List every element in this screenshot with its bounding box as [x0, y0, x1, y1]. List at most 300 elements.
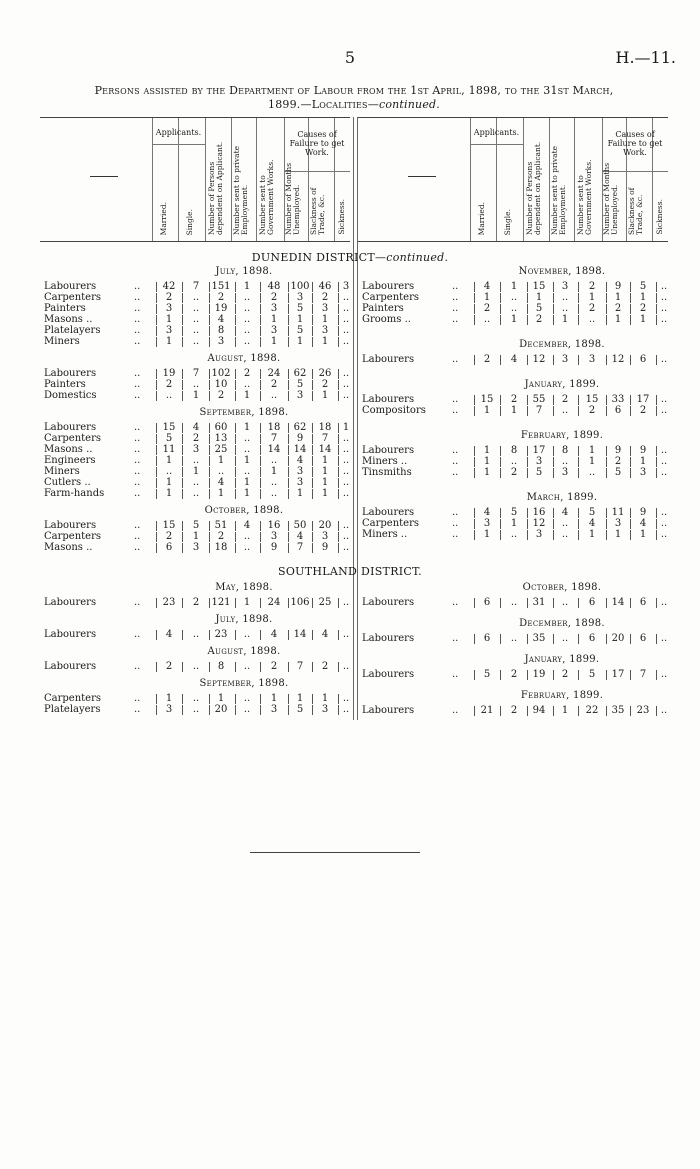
value-cell: 2 — [535, 314, 543, 325]
value-cell: 1 — [270, 314, 278, 325]
value-cell: 5 — [296, 379, 304, 390]
value-cell: 2 — [192, 597, 200, 608]
cell-rule — [182, 380, 183, 390]
value-cell: 151 — [211, 281, 231, 292]
cell-rule — [474, 519, 475, 529]
occupation-label: Labourers — [362, 354, 415, 365]
leader-dots: .. — [134, 281, 141, 292]
value-cell: 15 — [585, 394, 599, 405]
occupation-label: Labourers — [362, 705, 415, 716]
value-cell: 18 — [214, 542, 228, 553]
cell-rule — [312, 326, 313, 336]
value-cell: 2 — [165, 379, 173, 390]
value-cell: 1 — [535, 292, 543, 303]
cell-rule — [288, 543, 289, 553]
table-row — [362, 354, 674, 365]
cell-rule — [553, 304, 554, 314]
cell-rule — [606, 315, 607, 325]
cell-rule — [312, 282, 313, 292]
value-cell: 3 — [321, 531, 329, 542]
cell-rule — [474, 457, 475, 467]
cell-rule — [288, 662, 289, 672]
cell-rule — [474, 315, 475, 325]
value-cell: 9 — [614, 281, 622, 292]
month-heading: September, 1898. — [199, 678, 289, 689]
value-cell: 6 — [165, 542, 173, 553]
value-cell: 6 — [639, 597, 647, 608]
leader-dots: .. — [452, 467, 459, 478]
cell-rule — [553, 519, 554, 529]
value-cell: 4 — [639, 518, 647, 529]
cell-rule — [288, 282, 289, 292]
value-cell: .. — [660, 303, 668, 314]
cell-rule — [182, 282, 183, 292]
value-cell: .. — [192, 704, 200, 715]
cell-rule — [553, 468, 554, 478]
cell-rule — [312, 445, 313, 455]
table-row — [362, 303, 674, 314]
cell-rule — [500, 395, 501, 405]
cell-rule — [606, 446, 607, 456]
value-cell: 20 — [611, 633, 625, 644]
cell-rule — [182, 337, 183, 347]
value-cell: .. — [243, 704, 251, 715]
cell-rule — [182, 489, 183, 499]
cell-rule — [527, 406, 528, 416]
cell-rule — [312, 598, 313, 608]
value-cell: .. — [243, 661, 251, 672]
occupation-label: Labourers — [362, 597, 415, 608]
value-cell: .. — [243, 336, 251, 347]
value-cell: 14 — [318, 444, 332, 455]
value-cell: 2 — [217, 292, 225, 303]
value-cell: 1 — [165, 477, 173, 488]
cell-rule — [260, 337, 261, 347]
value-cell: 6 — [614, 405, 622, 416]
value-cell: 3 — [561, 281, 569, 292]
value-cell: .. — [660, 281, 668, 292]
value-cell: 3 — [217, 336, 225, 347]
cell-rule — [553, 706, 554, 716]
cell-rule — [630, 406, 631, 416]
value-cell: 1 — [483, 529, 491, 540]
leader-dots: .. — [452, 445, 459, 456]
value-cell: 20 — [214, 704, 228, 715]
table-row — [362, 529, 674, 540]
value-cell: .. — [192, 325, 200, 336]
value-cell: 3 — [165, 704, 173, 715]
cell-rule — [312, 630, 313, 640]
occupation-label: Painters — [44, 379, 86, 390]
value-cell: .. — [588, 314, 596, 325]
cell-rule — [288, 326, 289, 336]
leader-dots: .. — [452, 314, 459, 325]
value-cell: .. — [510, 529, 518, 540]
value-cell: .. — [342, 444, 350, 455]
cell-rule — [235, 391, 236, 401]
month-heading: August, 1898. — [207, 646, 281, 657]
cell-rule — [156, 315, 157, 325]
value-cell: 2 — [614, 456, 622, 467]
leader-dots: .. — [452, 633, 459, 644]
cell-rule — [235, 369, 236, 379]
value-cell: 1 — [192, 390, 200, 401]
table-row — [362, 394, 674, 405]
occupation-label: Cutlers .. — [44, 477, 91, 488]
cell-rule — [288, 337, 289, 347]
table-row — [362, 314, 674, 325]
right-causes-label: Causes of Failure to get Work. — [607, 130, 663, 157]
cell-rule — [182, 532, 183, 542]
value-cell: .. — [342, 314, 350, 325]
cell-rule — [156, 391, 157, 401]
cell-rule — [312, 304, 313, 314]
value-cell: .. — [660, 669, 668, 680]
value-cell: 2 — [510, 669, 518, 680]
value-cell: 4 — [483, 507, 491, 518]
value-cell: 2 — [483, 303, 491, 314]
cell-rule — [500, 706, 501, 716]
value-cell: 1 — [165, 693, 173, 704]
cell-rule — [553, 670, 554, 680]
cell-rule — [500, 634, 501, 644]
occupation-label: Miners .. — [362, 456, 408, 467]
cell-rule — [553, 406, 554, 416]
cell-rule — [578, 598, 579, 608]
cell-rule — [630, 598, 631, 608]
value-cell: 1 — [270, 336, 278, 347]
value-cell: 17 — [611, 669, 625, 680]
value-cell: .. — [192, 336, 200, 347]
leader-dots: .. — [134, 292, 141, 303]
right-header-govt: Number sent to Government Works. — [576, 159, 593, 235]
value-cell: 51 — [214, 520, 228, 531]
cell-rule — [553, 395, 554, 405]
cell-rule — [235, 456, 236, 466]
leader-dots: .. — [452, 597, 459, 608]
value-cell: .. — [342, 292, 350, 303]
leader-dots: .. — [134, 520, 141, 531]
cell-rule — [527, 457, 528, 467]
cell-rule — [156, 337, 157, 347]
value-cell: 1 — [321, 336, 329, 347]
cell-rule — [606, 304, 607, 314]
value-cell: 1 — [321, 693, 329, 704]
occupation-label: Labourers — [44, 629, 97, 640]
cell-rule — [312, 705, 313, 715]
value-cell: .. — [561, 303, 569, 314]
cell-rule — [288, 380, 289, 390]
value-cell: 3 — [270, 704, 278, 715]
value-cell: 3 — [270, 325, 278, 336]
cell-rule — [578, 282, 579, 292]
value-cell: 15 — [532, 281, 546, 292]
cell-rule — [312, 369, 313, 379]
cell-rule — [156, 434, 157, 444]
table-row — [44, 488, 356, 499]
value-cell: 1 — [243, 488, 251, 499]
cell-rule — [235, 304, 236, 314]
cell-rule — [209, 304, 210, 314]
dunedin-continued: continued. — [386, 251, 449, 264]
value-cell: 31 — [532, 597, 546, 608]
dunedin-title: DUNEDIN DISTRICT— — [251, 251, 387, 264]
cell-rule — [527, 395, 528, 405]
value-cell: 2 — [588, 405, 596, 416]
cell-rule — [235, 630, 236, 640]
value-cell: .. — [660, 292, 668, 303]
occupation-label: Farm-hands — [44, 488, 105, 499]
leader-dots: .. — [452, 456, 459, 467]
left-header-govt: Number sent to Government Works. — [258, 159, 275, 235]
value-cell: 2 — [270, 292, 278, 303]
cell-rule — [474, 468, 475, 478]
cell-rule — [527, 706, 528, 716]
value-cell: .. — [243, 531, 251, 542]
value-cell: 8 — [561, 445, 569, 456]
value-cell: .. — [243, 629, 251, 640]
cell-rule — [527, 282, 528, 292]
cell-rule — [156, 293, 157, 303]
cell-rule — [527, 519, 528, 529]
cell-rule — [235, 337, 236, 347]
cell-rule — [209, 380, 210, 390]
table-row — [362, 669, 674, 680]
cell-rule — [474, 598, 475, 608]
leader-dots: .. — [134, 531, 141, 542]
value-cell: 12 — [532, 354, 546, 365]
value-cell: .. — [342, 488, 350, 499]
cell-rule — [630, 519, 631, 529]
cell-rule — [474, 670, 475, 680]
value-cell: 2 — [561, 394, 569, 405]
leader-dots: .. — [134, 390, 141, 401]
cell-rule — [260, 705, 261, 715]
cell-rule — [630, 508, 631, 518]
value-cell: 50 — [293, 520, 307, 531]
table-row — [362, 456, 674, 467]
table-row — [44, 693, 356, 704]
cell-rule — [260, 445, 261, 455]
cell-rule — [553, 508, 554, 518]
occupation-label: Masons .. — [44, 314, 93, 325]
value-cell: 4 — [217, 314, 225, 325]
value-cell: 1 — [639, 529, 647, 540]
cell-rule — [288, 391, 289, 401]
value-cell: 1 — [165, 455, 173, 466]
cell-rule — [156, 282, 157, 292]
occupation-label: Labourers — [44, 422, 97, 433]
cell-rule — [312, 380, 313, 390]
cell-rule — [235, 315, 236, 325]
leader-dots: .. — [134, 303, 141, 314]
value-cell: 102 — [211, 368, 231, 379]
cell-rule — [260, 598, 261, 608]
cell-rule — [209, 434, 210, 444]
cell-rule — [260, 304, 261, 314]
cell-rule — [156, 705, 157, 715]
cell-rule — [235, 380, 236, 390]
leader-dots: .. — [452, 281, 459, 292]
table-row — [44, 336, 356, 347]
page-number: 5 — [344, 48, 356, 67]
cell-rule — [312, 456, 313, 466]
value-cell: 1 — [588, 529, 596, 540]
left-header-married: Married. — [159, 201, 168, 235]
month-heading: August, 1898. — [207, 353, 281, 364]
month-heading: July, 1898. — [215, 266, 273, 277]
cell-rule — [209, 630, 210, 640]
value-cell: 2 — [165, 661, 173, 672]
occupation-label: Labourers — [44, 520, 97, 531]
value-cell: 15 — [480, 394, 494, 405]
occupation-label: Miners — [44, 336, 80, 347]
value-cell: .. — [510, 292, 518, 303]
value-cell: 1 — [165, 314, 173, 325]
month-heading: December, 1898. — [519, 618, 605, 629]
value-cell: 2 — [639, 405, 647, 416]
cell-rule — [182, 478, 183, 488]
table-row — [362, 597, 674, 608]
cell-rule — [235, 467, 236, 477]
cell-rule — [156, 543, 157, 553]
value-cell: .. — [243, 444, 251, 455]
value-cell: 2 — [510, 705, 518, 716]
value-cell: 22 — [585, 705, 599, 716]
occupation-label: Labourers — [362, 633, 415, 644]
left-header-private: Number sent to private Employment. — [232, 145, 249, 235]
right-header-married: Married. — [477, 201, 486, 235]
value-cell: .. — [660, 507, 668, 518]
cell-rule — [288, 532, 289, 542]
value-cell: 17 — [636, 394, 650, 405]
value-cell: 1 — [321, 455, 329, 466]
value-cell: 4 — [165, 629, 173, 640]
cell-rule — [312, 694, 313, 704]
cell-rule — [474, 508, 475, 518]
value-cell: 5 — [588, 507, 596, 518]
value-cell: 3 — [639, 467, 647, 478]
table-row — [44, 281, 356, 292]
value-cell: 55 — [532, 394, 546, 405]
value-cell: 7 — [639, 669, 647, 680]
value-cell: .. — [192, 629, 200, 640]
dunedin-district-heading — [0, 251, 700, 264]
value-cell: .. — [342, 531, 350, 542]
value-cell: 15 — [162, 520, 176, 531]
cell-rule — [606, 670, 607, 680]
cell-rule — [606, 706, 607, 716]
value-cell: .. — [342, 520, 350, 531]
occupation-label: Labourers — [362, 445, 415, 456]
table-row — [44, 542, 356, 553]
value-cell: 9 — [321, 542, 329, 553]
cell-rule — [500, 508, 501, 518]
title-line-1: Persons assisted by the Department of Labour from the 1st April, 1898, to the 31st March, — [94, 84, 614, 97]
cell-rule — [578, 530, 579, 540]
value-cell: 4 — [483, 281, 491, 292]
cell-rule — [527, 468, 528, 478]
value-cell: 46 — [318, 281, 332, 292]
leader-dots: .. — [134, 693, 141, 704]
value-cell: 9 — [614, 445, 622, 456]
cell-rule — [474, 530, 475, 540]
cell-rule — [630, 670, 631, 680]
table-row — [44, 444, 356, 455]
value-cell: 2 — [614, 303, 622, 314]
cell-rule — [500, 304, 501, 314]
value-cell: 121 — [211, 597, 231, 608]
end-rule — [250, 852, 420, 853]
occupation-label: Carpenters — [44, 693, 102, 704]
value-cell: .. — [342, 455, 350, 466]
cell-rule — [260, 315, 261, 325]
cell-rule — [527, 670, 528, 680]
cell-rule — [182, 326, 183, 336]
value-cell: 1 — [296, 488, 304, 499]
value-cell: .. — [342, 303, 350, 314]
value-cell: 3 — [296, 477, 304, 488]
value-cell: 1 — [639, 456, 647, 467]
value-cell: .. — [192, 303, 200, 314]
value-cell: 2 — [270, 661, 278, 672]
value-cell: 16 — [532, 507, 546, 518]
cell-rule — [578, 468, 579, 478]
value-cell: .. — [342, 325, 350, 336]
value-cell: 3 — [270, 303, 278, 314]
value-cell: .. — [342, 336, 350, 347]
value-cell: 2 — [510, 467, 518, 478]
cell-rule — [156, 598, 157, 608]
value-cell: 23 — [214, 629, 228, 640]
southland-district-heading: SOUTHLAND DISTRICT. — [278, 565, 422, 578]
value-cell: .. — [660, 633, 668, 644]
value-cell: 1 — [192, 531, 200, 542]
value-cell: 2 — [561, 669, 569, 680]
value-cell: 11 — [611, 507, 625, 518]
value-cell: 5 — [296, 303, 304, 314]
value-cell: 16 — [267, 520, 281, 531]
occupation-label: Labourers — [362, 281, 415, 292]
occupation-label: Platelayers — [44, 704, 101, 715]
cell-rule — [156, 304, 157, 314]
value-cell: 1 — [614, 314, 622, 325]
cell-rule — [606, 282, 607, 292]
month-heading: January, 1899. — [524, 379, 600, 390]
value-cell: 2 — [217, 390, 225, 401]
value-cell: .. — [165, 390, 173, 401]
value-cell: 2 — [510, 394, 518, 405]
value-cell: 5 — [192, 520, 200, 531]
value-cell: 9 — [639, 507, 647, 518]
cell-rule — [630, 530, 631, 540]
cell-rule — [553, 282, 554, 292]
cell-rule — [260, 489, 261, 499]
leader-dots: .. — [452, 529, 459, 540]
right-header-sickness: Sickness. — [655, 199, 664, 235]
cell-rule — [288, 456, 289, 466]
value-cell: 1 — [321, 390, 329, 401]
cell-rule — [527, 446, 528, 456]
cell-rule — [156, 532, 157, 542]
value-cell: 26 — [318, 368, 332, 379]
leader-dots: .. — [134, 314, 141, 325]
value-cell: 1 — [296, 336, 304, 347]
leader-dots: .. — [134, 488, 141, 499]
value-cell: .. — [270, 390, 278, 401]
cell-rule — [235, 662, 236, 672]
value-cell: 3 — [535, 456, 543, 467]
